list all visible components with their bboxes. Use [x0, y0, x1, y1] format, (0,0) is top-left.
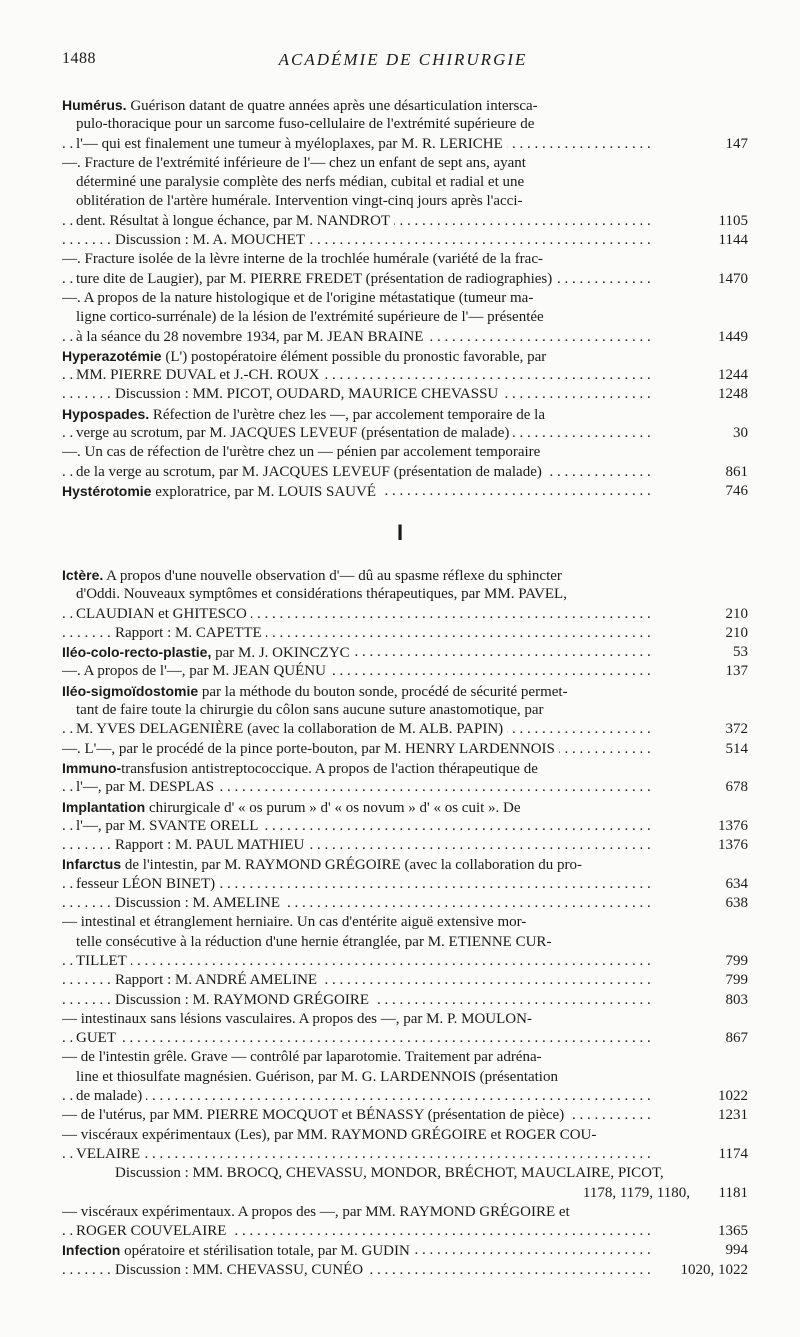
index-entry-line: [62, 96, 748, 115]
entry-keyword: Hypospades.: [62, 405, 150, 422]
entry-text: [76, 1146, 144, 1162]
index-entry-line: [62, 173, 748, 192]
entry-text: [62, 663, 330, 679]
page-reference: 634: [720, 875, 749, 894]
entry-body: — de l'utérus, par MM. PIERRE MOCQUOT et BÉNASSY (présentation de pièce): [62, 1107, 565, 1124]
entry-body: — intestinaux sans lésions vasculaires. A propos des —, par M. P. MOULON-: [62, 1010, 532, 1027]
index-entry-line: [62, 952, 748, 971]
entry-text: [62, 568, 566, 584]
entry-text: [62, 444, 544, 460]
page-reference: 994: [720, 1241, 749, 1260]
page-reference: 803: [720, 991, 749, 1010]
entry-body: Discussion : MM. CHEVASSU, CUNÉO: [115, 1261, 364, 1278]
index-entry-line: [62, 1261, 748, 1280]
entry-body: Discussion : M. A. MOUCHET: [115, 232, 306, 249]
index-entry-line: [62, 1029, 748, 1048]
entry-text: [62, 1243, 414, 1259]
index-entry-line: [62, 798, 748, 817]
entry-text: [76, 721, 507, 737]
page-reference: 514: [720, 740, 749, 759]
index-entry-line: [62, 585, 748, 604]
index-entry-line: [62, 1010, 748, 1029]
entry-body: — de l'intestin grêle. Grave — contrôlé par laparotomie. Traitement par adréna-: [62, 1049, 542, 1066]
entry-body: par M. J. OKINCZYC: [211, 645, 350, 662]
entry-body: fesseur LÉON BINET): [76, 875, 216, 892]
entry-body: telle consécutive à la réduction d'une hernie étranglée, par M. ETIENNE CUR-: [76, 933, 552, 950]
entry-text: [62, 484, 380, 500]
page-reference: 147: [720, 135, 749, 154]
index-entry-line: [62, 1164, 748, 1183]
entry-body: — viscéraux expérimentaux (Les), par MM. RAYMOND GRÉGOIRE et ROGER COU-: [62, 1126, 597, 1143]
entry-text: [115, 992, 373, 1008]
index-entry-line: [62, 1048, 748, 1067]
entry-body: l'—, par M. SVANTE ORELL: [76, 817, 259, 834]
entry-text: [62, 645, 354, 661]
entry-text: [62, 155, 530, 171]
index-entry-line: [62, 759, 748, 778]
entry-text: [76, 329, 427, 345]
entry-body: CLAUDIAN et GHITESCO: [76, 605, 247, 622]
page-reference: 210: [720, 605, 749, 624]
entry-body: Rapport : M. ANDRÉ AMELINE: [115, 972, 318, 989]
index-entry-line: [62, 463, 748, 482]
entry-body: ture dite de Laugier), par M. PIERRE FREDET (présentation de radiographies): [76, 270, 553, 287]
page-reference: 53: [727, 643, 748, 662]
page-reference: 678: [720, 778, 749, 797]
index-entry-line: [62, 250, 748, 269]
page-reference: 30: [727, 424, 748, 443]
entry-body: (L') postopératoire élément possible du pronostic favorable, par: [161, 348, 547, 365]
entry-text: [76, 953, 131, 969]
index-entry-line: [62, 1241, 748, 1260]
page-reference: 1376: [712, 817, 748, 836]
entry-body: ligne cortico-surrénale) de la lésion de l'extrémité supérieure de l'— présentée: [76, 309, 544, 326]
index-entry-line: [62, 1184, 748, 1203]
page-reference: 1248: [712, 385, 748, 404]
entry-text: [62, 914, 530, 930]
entry-keyword: Infection: [62, 1242, 121, 1259]
index-entry-line: [62, 778, 748, 797]
index-entry-line: [62, 289, 748, 308]
entry-body: Discussion : MM. BROCQ, CHEVASSU, MONDOR, BRÉCHOT, MAUCLAIRE, PICOT,: [115, 1165, 664, 1182]
index-entry-line: [62, 1203, 748, 1222]
index-section-i: [62, 566, 748, 1280]
index-entry-line: [62, 405, 748, 424]
index-entry-line: [62, 328, 748, 347]
entry-text: [76, 116, 538, 132]
entry-body: chirurgicale d' « os purum » d' « os novum » d' « os cuit ». De: [145, 799, 521, 816]
page-reference: 1020, 1022: [675, 1261, 749, 1280]
index-entry-line: [62, 366, 748, 385]
index-entry-line: [62, 913, 748, 932]
entry-text: [76, 818, 262, 834]
entry-text: [62, 857, 586, 873]
entry-body: tant de faire toute la chirurgie du côlon sans aucune suture anastomotique, par: [76, 702, 544, 719]
entry-body: opératoire et stérilisation totale, par M. GUDIN: [120, 1243, 410, 1260]
entry-body: M. YVES DELAGENIÈRE (avec la collaboration de M. ALB. PAPIN): [76, 721, 504, 738]
entry-text: [62, 761, 542, 777]
page-reference: 1470: [712, 270, 748, 289]
entry-body: Discussion : MM. PICOT, OUDARD, MAURICE CHEVASSU: [115, 386, 499, 403]
entry-body: VELAIRE: [76, 1145, 141, 1162]
index-entry-line: [62, 347, 748, 366]
entry-text: [62, 741, 559, 757]
entry-body: — intestinal et étranglement herniaire. Un cas d'entérite aiguë extensive mor-: [62, 914, 527, 931]
index-entry-line: [62, 894, 748, 913]
entry-text: [76, 1069, 562, 1085]
entry-text: [62, 349, 550, 365]
entry-body: de l'intestin, par M. RAYMOND GRÉGOIRE (avec la collaboration du pro-: [121, 857, 582, 874]
entry-keyword: Immuno-: [62, 759, 122, 776]
entry-body: —. A propos de l'—, par M. JEAN QUÉNU: [62, 663, 326, 680]
entry-keyword: Hystérotomie: [62, 482, 152, 499]
entry-keyword: Ictère.: [62, 567, 104, 583]
index-entry-line: [62, 385, 748, 404]
entry-body: TILLET: [76, 952, 127, 969]
page-reference: 1144: [713, 231, 748, 250]
entry-body: à la séance du 28 novembre 1934, par M. JEAN BRAINE: [76, 328, 424, 345]
entry-text: [115, 895, 284, 911]
page-reference: 1244: [712, 366, 748, 385]
entry-keyword: Humérus.: [62, 97, 127, 113]
entry-keyword: Hyperazotémie: [62, 347, 162, 364]
page-reference: 1365: [712, 1222, 748, 1241]
page-reference: 1105: [713, 212, 748, 231]
page-reference: 861: [720, 463, 749, 482]
page-reference: 1174: [713, 1145, 748, 1164]
entry-body: Discussion : M. AMELINE: [115, 895, 280, 912]
entry-keyword: Implantation: [62, 798, 146, 815]
index-entry-line: [62, 482, 748, 501]
index-entry-line: [62, 971, 748, 990]
index-entry-line: [62, 855, 748, 874]
index-section-h: [62, 96, 748, 501]
entry-text: [115, 972, 321, 988]
entry-text: [76, 425, 513, 441]
page-reference: 1376: [712, 836, 748, 855]
entry-text: [62, 251, 547, 267]
entry-body: oblitération de l'artère humérale. Intervention vingt-cinq jours après l'acci-: [76, 193, 523, 210]
entry-text: [76, 1088, 146, 1104]
entry-text: [76, 136, 507, 152]
entry-body: — viscéraux expérimentaux. A propos des —, par MM. RAYMOND GRÉGOIRE et: [62, 1203, 570, 1220]
entry-text: [76, 271, 556, 287]
entry-text: [62, 1204, 574, 1220]
index-entry-line: [62, 270, 748, 289]
page-reference: 1231: [712, 1106, 748, 1125]
entry-body: —. Fracture de l'extrémité inférieure de l'— chez un enfant de sept ans, ayant: [62, 154, 526, 171]
entry-text: [115, 625, 266, 641]
index-entry-line: [62, 135, 748, 154]
entry-text: [76, 779, 218, 795]
index-entry-line: [62, 624, 748, 643]
entry-body: pulo-thoracique pour un sarcome fuso-cellulaire de l'extrémité supérieure de: [76, 116, 535, 133]
entry-text: [583, 1185, 694, 1201]
entry-body: Réfection de l'urètre chez les —, par accolement temporaire de la: [149, 406, 545, 423]
page-reference: 1449: [712, 328, 748, 347]
entry-body: —. A propos de la nature histologique et de l'origine métastatique (tumeur ma-: [62, 289, 534, 306]
index-entry-line: [62, 443, 748, 462]
index-entry-line: [62, 701, 748, 720]
entry-text: [62, 800, 525, 816]
entry-text: [76, 213, 394, 229]
entry-text: [76, 1030, 120, 1046]
entry-text: [62, 684, 572, 700]
entry-text: [115, 232, 309, 248]
page-reference: 372: [720, 720, 749, 739]
entry-body: l'— qui est finalement une tumeur à myéloplaxes, par M. R. LERICHE: [76, 135, 503, 152]
entry-text: [76, 702, 547, 718]
journal-title: ACADÉMIE DE CHIRURGIE: [278, 50, 528, 69]
entry-text: [76, 309, 548, 325]
page-reference: 137: [720, 662, 749, 681]
entry-text: [76, 367, 323, 383]
entry-body: 1178, 1179, 1180,: [582, 1184, 690, 1201]
entry-body: —. Fracture isolée de la lèvre interne de la trochlée humérale (variété de la frac-: [62, 251, 543, 268]
index-entry-line: [62, 424, 748, 443]
page-reference: 638: [720, 894, 749, 913]
entry-body: Guérison datant de quatre années après une désarticulation intersca-: [126, 98, 538, 114]
page-reference: 799: [720, 971, 749, 990]
entry-body: A propos d'une nouvelle observation d'— dû au spasme réflexe du sphincter: [103, 568, 562, 584]
entry-keyword: Iléo-colo-recto-plastie,: [62, 644, 212, 661]
page-header: [62, 50, 744, 74]
entry-body: verge au scrotum, par M. JACQUES LEVEUF (présentation de malade): [76, 425, 510, 442]
entry-body: Discussion : M. RAYMOND GRÉGOIRE: [115, 991, 370, 1008]
entry-text: [76, 1223, 230, 1239]
entry-body: de malade): [76, 1088, 143, 1105]
index-entry-line: [62, 605, 748, 624]
index-entry-line: [62, 875, 748, 894]
entry-text: [115, 1262, 367, 1278]
index-entry-line: [62, 212, 748, 231]
entry-keyword: Infarctus: [62, 856, 122, 873]
index-entry-line: [62, 1145, 748, 1164]
entry-body: —. Un cas de réfection de l'urètre chez un — pénien par accolement temporaire: [62, 444, 541, 461]
index-entry-line: [62, 720, 748, 739]
entry-body: l'—, par M. DESPLAS: [76, 779, 215, 796]
entry-body: transfusion antistreptococcique. A propos de l'action thérapeutique de: [121, 760, 538, 777]
entry-body: déterminé une paralysie complète des nerfs médian, cubital et radial et une: [76, 174, 525, 191]
index-entry-line: [62, 115, 748, 134]
index-entry-line: [62, 1068, 748, 1087]
entry-text: [62, 290, 537, 306]
entry-text: [76, 934, 555, 950]
entry-text: [76, 606, 251, 622]
entry-keyword: Iléo-sigmoïdostomie: [62, 682, 199, 699]
entry-text: [115, 1165, 668, 1181]
entry-body: Rapport : M. CAPETTE: [115, 624, 262, 641]
entry-body: de la verge au scrotum, par M. JACQUES LEVEUF (présentation de malade): [76, 463, 542, 480]
index-entry-line: [62, 1126, 748, 1145]
entry-text: [76, 586, 571, 602]
index-entry-line: [62, 682, 748, 701]
index-entry-line: [62, 740, 748, 759]
index-entry-line: [62, 933, 748, 952]
entry-text: [115, 386, 502, 402]
page-reference: 746: [720, 482, 749, 501]
index-entry-line: [62, 817, 748, 836]
page-reference: 210: [720, 624, 749, 643]
index-entry-line: [62, 1087, 748, 1106]
index-entry-line: [62, 154, 748, 173]
index-entry-line: [62, 1106, 748, 1125]
index-entry-line: [62, 308, 748, 327]
entry-text: [115, 837, 308, 853]
index-entry-line: [62, 192, 748, 211]
section-letter: I: [396, 520, 404, 545]
entry-text: [62, 1011, 536, 1027]
entry-text: [62, 1049, 546, 1065]
entry-body: ROGER COUVELAIRE: [76, 1223, 227, 1240]
entry-text: [76, 464, 546, 480]
entry-text: [62, 407, 549, 423]
entry-body: MM. PIERRE DUVAL et J.-CH. ROUX: [76, 367, 320, 384]
entry-text: [76, 174, 528, 190]
entry-body: par la méthode du bouton sonde, procédé de sécurité permet-: [198, 683, 568, 700]
entry-text: [62, 98, 542, 114]
entry-body: exploratrice, par M. LOUIS SAUVÉ: [151, 483, 376, 500]
index-entry-line: [62, 662, 748, 681]
entry-body: line et thiosulfate magnésien. Guérison, par M. G. LARDENNOIS (présentation: [76, 1068, 558, 1085]
page-reference: 867: [720, 1029, 749, 1048]
entry-body: dent. Résultat à longue échance, par M. NANDROT: [76, 212, 391, 229]
entry-text: [62, 1127, 600, 1143]
index-entry-line: [62, 836, 748, 855]
page-reference: 799: [720, 952, 749, 971]
entry-body: d'Oddi. Nouveaux symptômes et considérations thérapeutiques, par MM. PAVEL,: [76, 586, 567, 603]
index-entry-line: [62, 231, 748, 250]
index-entry-line: [62, 1222, 748, 1241]
entry-text: [62, 1107, 568, 1123]
entry-body: Rapport : M. PAUL MATHIEU: [115, 837, 305, 854]
page-reference: 1181: [713, 1184, 748, 1203]
page-number: 1488: [62, 50, 96, 67]
index-entry-line: [62, 643, 748, 662]
index-entry-line: [62, 991, 748, 1010]
index-entry-line: [62, 566, 748, 585]
page-reference: 1022: [712, 1087, 748, 1106]
entry-text: [76, 193, 526, 209]
entry-body: —. L'—, par le procédé de la pince porte-bouton, par M. HENRY LARDENNOIS: [62, 740, 555, 757]
entry-body: GUET: [76, 1030, 116, 1047]
entry-text: [76, 876, 219, 892]
